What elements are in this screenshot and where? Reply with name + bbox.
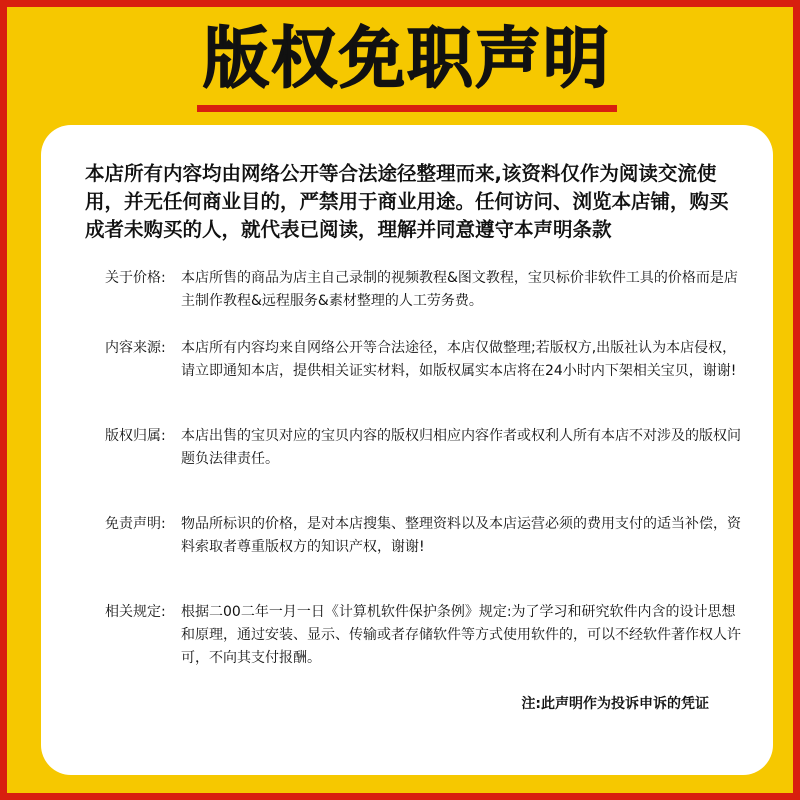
footer-note: 注:此声明作为投诉申诉的凭证: [521, 696, 709, 712]
page-title: 版权免职声明: [203, 20, 611, 97]
section-text: 物品所标识的价格，是对本店搜集、整理资料以及本店运营必须的费用支付的适当补偿，资料索取者尊重版权方的知识产权，谢谢!: [181, 516, 741, 555]
section-text: 根据二00二年一月一日《计算机软件保护条例》规定:为了学习和研究软件内含的设计思想和原理，通过安装、显示、传输或者存储软件等方式使用软件的，可以不经软件著作权人许可，不向其支付报酬。: [181, 604, 741, 666]
section-label: 相关规定:: [105, 604, 166, 620]
section-label: 版权归属:: [105, 428, 166, 444]
section-copyright: [105, 425, 745, 471]
section-text: 本店所售的商品为店主自己录制的视频教程&图文教程，宝贝标价非软件工具的价格而是店主制作教程&远程服务&素材整理的人工劳务费。: [181, 270, 738, 309]
section-label: 免责声明:: [105, 516, 166, 532]
section-label: 内容来源:: [105, 340, 166, 356]
title-underline: [197, 105, 617, 112]
section-label: 关于价格:: [105, 270, 166, 286]
section-text: 本店所有内容均来自网络公开等合法途径，本店仅做整理;若版权方,出版社认为本店侵权，请立即通知本店，提供相关证实材料，如版权属实本店将在24小时内下架相关宝贝，谢谢!: [181, 340, 737, 379]
section-regulation: [105, 601, 745, 670]
title-block: [197, 19, 617, 111]
section-price: [105, 267, 745, 313]
statement-card: [41, 125, 773, 775]
section-text: 本店出售的宝贝对应的宝贝内容的版权归相应内容作者或权利人所有本店不对涉及的版权问题负法律责任。: [181, 428, 741, 467]
intro-paragraph: 本店所有内容均由网络公开等合法途径整理而来,该资料仅作为阅读交流使用，并无任何商业目的，严禁用于商业用途。任何访问、浏览本店铺，购买成者未购买的人，就代表已阅读，理解并同意遵守本声明条款: [85, 162, 729, 241]
section-source: [105, 337, 745, 383]
section-disclaimer: [105, 513, 745, 559]
